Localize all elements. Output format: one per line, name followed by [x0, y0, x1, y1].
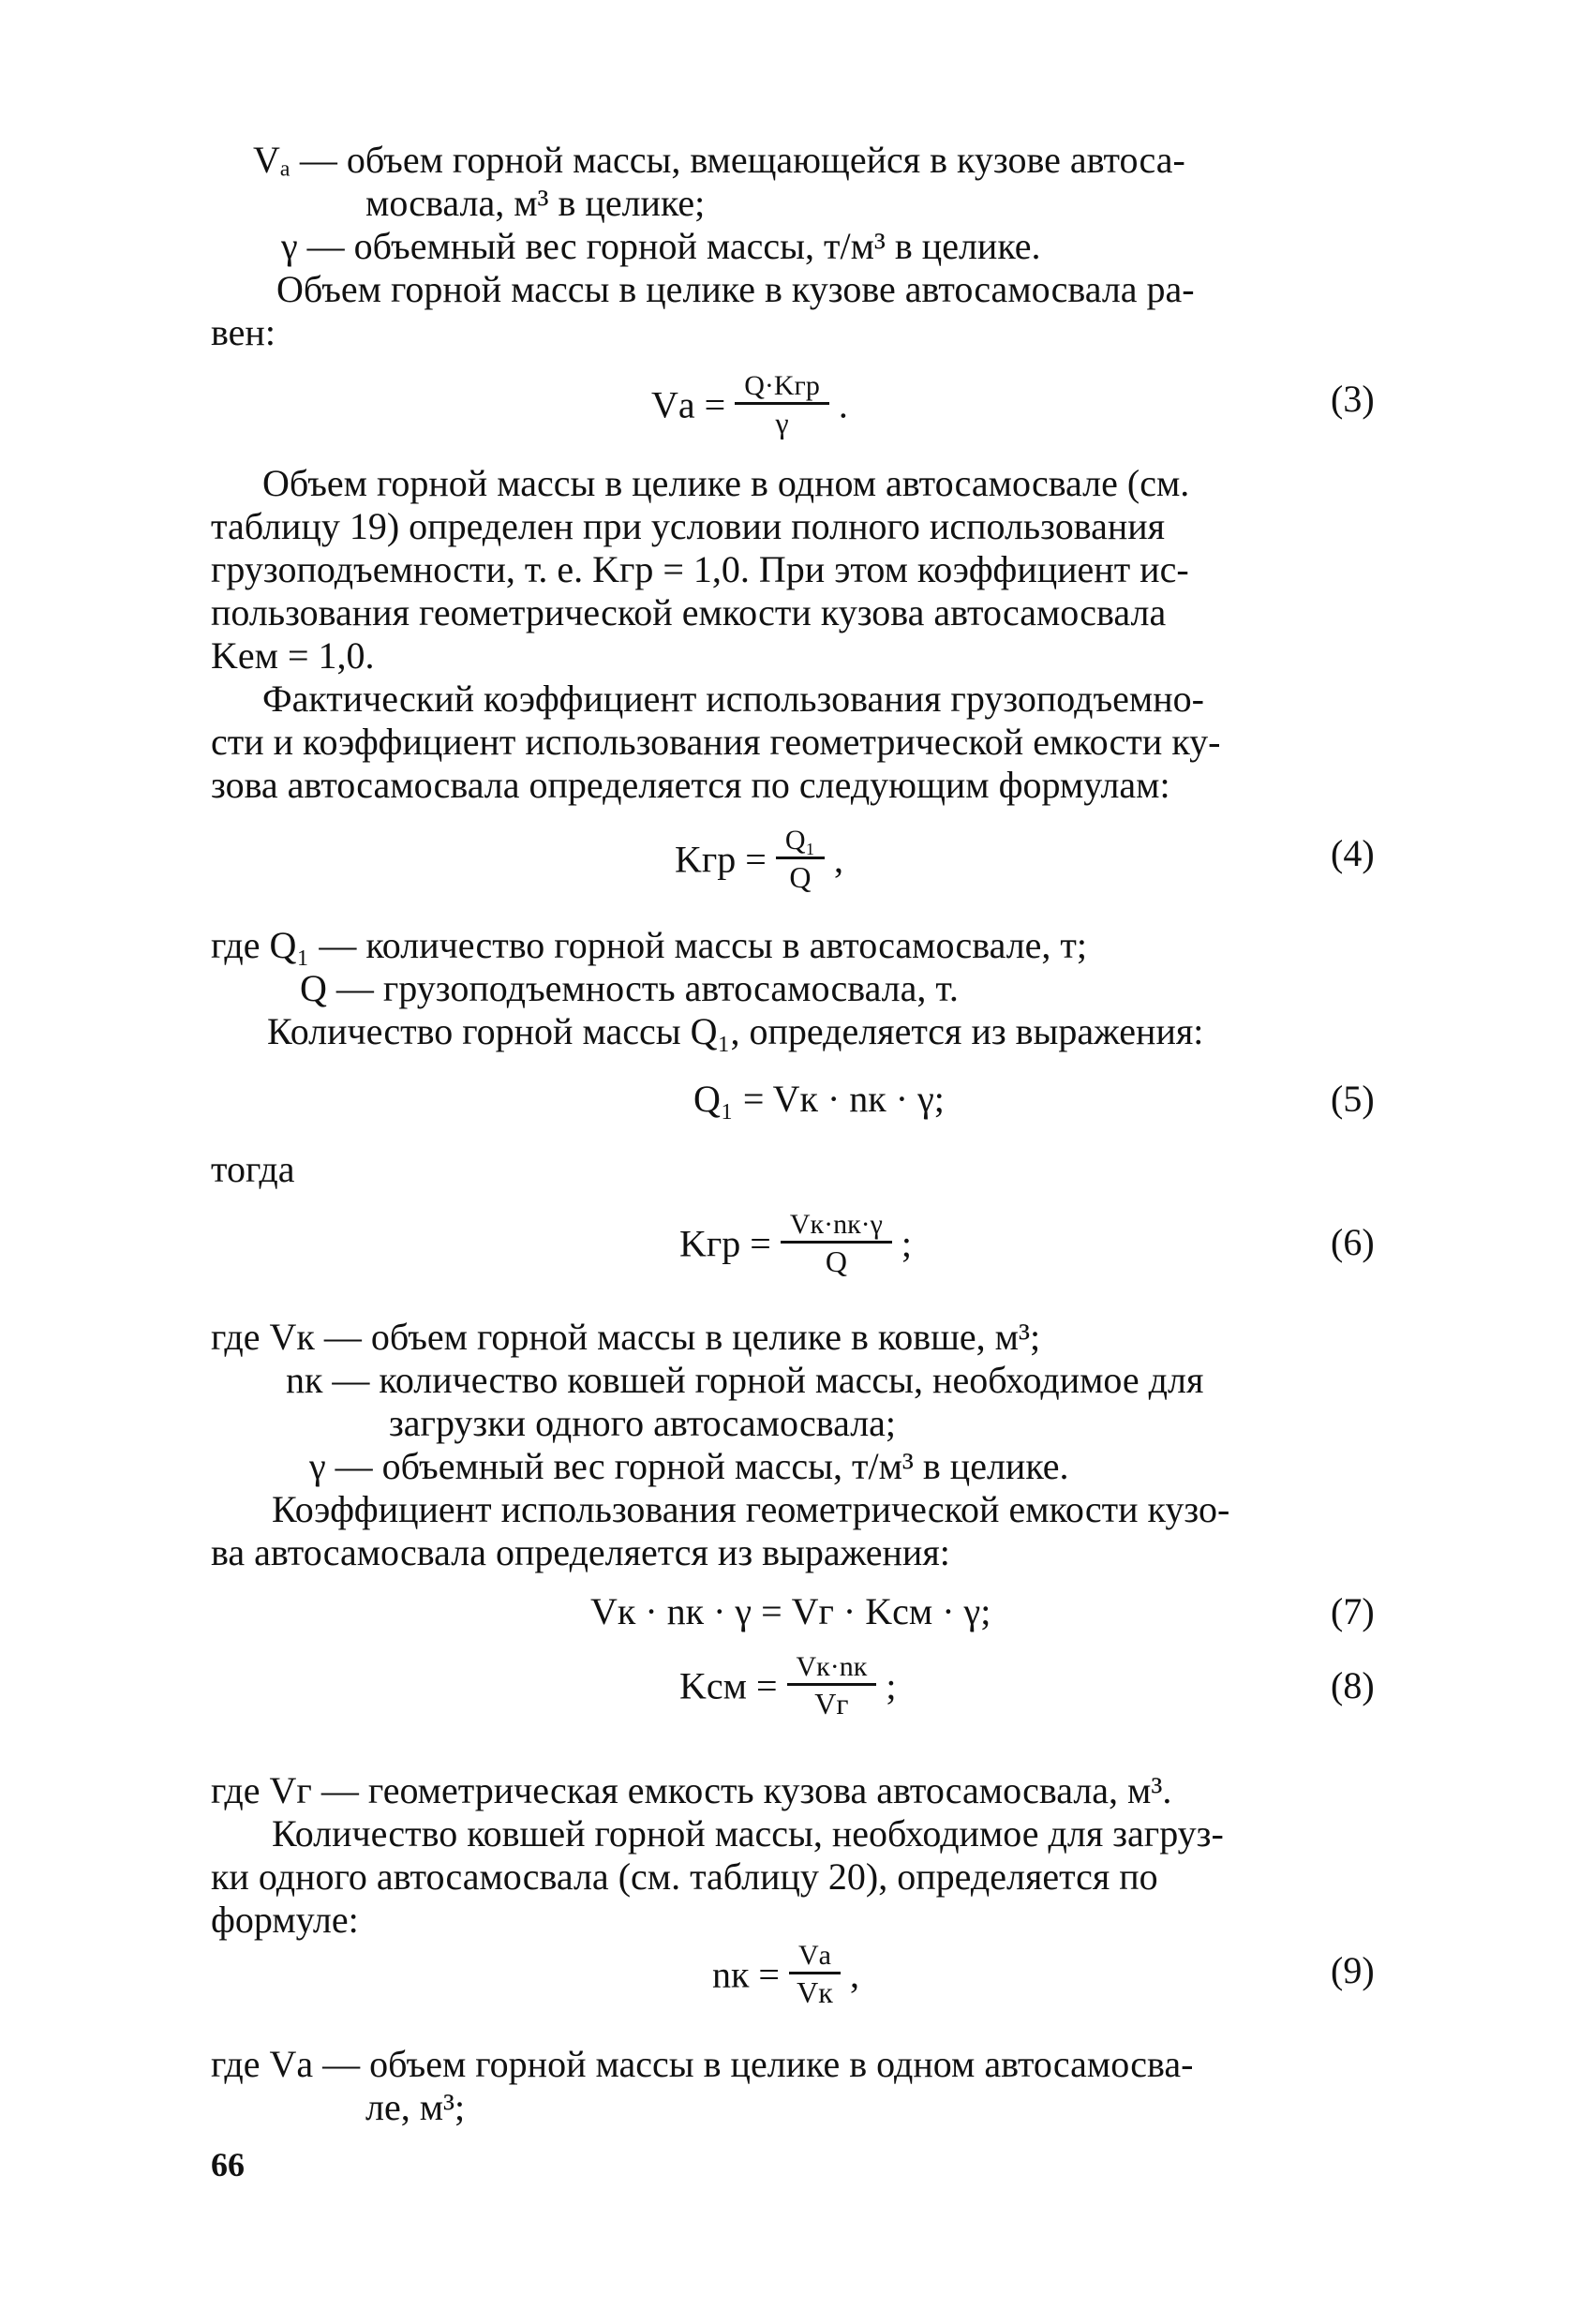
- equation-number: (6): [1331, 1221, 1375, 1263]
- text-line: зова автосамосвала определяется по следующим формулам:: [211, 764, 1170, 806]
- text-line: загрузки одного автосамосвала;: [389, 1402, 897, 1444]
- text-line: пользования геометрической емкости кузова автосамосвала: [211, 591, 1167, 633]
- equation-punctuation: ;: [886, 1664, 897, 1707]
- text-line: Vₐ — объем горной массы, вмещающейся в кузове автоса-: [253, 139, 1185, 181]
- fraction-numerator: Vк·nк: [796, 1651, 868, 1682]
- fraction-denominator: Vк: [797, 1975, 833, 2009]
- fraction: [787, 1651, 877, 1721]
- text-line: таблицу 19) определен при условии полного использования: [211, 505, 1166, 547]
- page-number: 66: [211, 2146, 245, 2183]
- text-line: Коэффициент использования геометрической емкости кузо-: [272, 1488, 1230, 1530]
- equation-3: [651, 370, 848, 440]
- fraction: [789, 1940, 841, 2010]
- fraction-denominator: Vг: [814, 1687, 849, 1721]
- equation-lhs: nк =: [712, 1953, 780, 1996]
- equation-4: [675, 825, 843, 895]
- text-line: Количество горной массы Q₁, определяется из выражения:: [267, 1010, 1204, 1052]
- text-line: Kем = 1,0.: [211, 634, 375, 677]
- text-line: γ — объемный вес горной массы, т/м³ в целике.: [309, 1445, 1069, 1487]
- text-line: грузоподъемности, т. е. Kгр = 1,0. При этом коэффициент ис-: [211, 548, 1189, 590]
- text-line: где Vг — геометрическая емкость кузова автосамосвала, м³.: [211, 1769, 1172, 1811]
- equation-lhs: Vа =: [651, 383, 726, 426]
- equation-number: (8): [1331, 1664, 1375, 1706]
- equation-5: [693, 1078, 945, 1121]
- fraction-numerator: Vк·nк·γ: [789, 1209, 883, 1240]
- text-line: Объем горной массы в целике в одном автосамосвале (см.: [262, 462, 1190, 504]
- equation-expression: Q₁ = Vк · nк · γ;: [693, 1078, 945, 1120]
- text-line: Фактический коэффициент использования грузоподъемно-: [262, 678, 1204, 720]
- text-line: ва автосамосвала определяется из выражения:: [211, 1531, 950, 1573]
- equation-punctuation: ;: [901, 1222, 913, 1265]
- text-line: формуле:: [211, 1899, 359, 1941]
- text-line: где Q₁ — количество горной массы в автосамосвале, т;: [211, 924, 1088, 966]
- equation-punctuation: .: [838, 383, 848, 426]
- equation-expression: Vк · nк · γ = Vг · Kсм · γ;: [590, 1590, 991, 1632]
- equation-lhs: Kгр =: [679, 1222, 771, 1265]
- text-line: ки одного автосамосвала (см. таблицу 20), определяется по: [211, 1855, 1158, 1898]
- text-line: Количество ковшей горной массы, необходимое для загруз-: [272, 1812, 1224, 1855]
- fraction-numerator: Q·Kгр: [744, 370, 820, 401]
- equation-punctuation: ,: [833, 838, 843, 881]
- fraction-numerator: Vа: [798, 1940, 831, 1971]
- equation-punctuation: ,: [849, 1953, 859, 1996]
- fraction-denominator: γ: [775, 406, 789, 439]
- equation-number: (9): [1331, 1949, 1375, 1991]
- equation-lhs: Kгр =: [675, 838, 767, 881]
- fraction-denominator: Q: [789, 860, 812, 894]
- text-line: сти и коэффициент использования геометрической емкости ку-: [211, 721, 1221, 763]
- text-line: γ — объемный вес горной массы, т/м³ в целике.: [281, 225, 1041, 267]
- fraction: [781, 1209, 892, 1279]
- fraction-numerator: Q₁: [784, 825, 815, 856]
- fraction: [776, 825, 825, 895]
- equation-7: [590, 1590, 991, 1633]
- fraction: [735, 370, 829, 440]
- equation-number: (3): [1331, 378, 1375, 420]
- equation-9: [712, 1940, 859, 2010]
- equation-number: (5): [1331, 1078, 1375, 1120]
- text-line: Q — грузоподъемность автосамосвала, т.: [300, 967, 959, 1009]
- equation-lhs: Kсм =: [679, 1664, 778, 1707]
- text-line: мосвала, м³ в целике;: [365, 182, 706, 224]
- text-line: nк — количество ковшей горной массы, необходимое для: [286, 1359, 1204, 1401]
- text-line: тогда: [211, 1148, 295, 1190]
- equation-number: (4): [1331, 832, 1375, 874]
- fraction-denominator: Q: [825, 1244, 847, 1278]
- equation-number: (7): [1331, 1590, 1375, 1632]
- text-line: ле, м³;: [365, 2086, 466, 2128]
- equation-6: [679, 1209, 912, 1279]
- text-line: где Vа — объем горной массы в целике в одном автосамосва-: [211, 2043, 1194, 2085]
- text-line: вен:: [211, 311, 276, 353]
- text-line: где Vк — объем горной массы в целике в ковше, м³;: [211, 1316, 1041, 1358]
- text-line: Объем горной массы в целике в кузове автосамосвала ра-: [276, 268, 1195, 310]
- equation-8: [679, 1651, 896, 1721]
